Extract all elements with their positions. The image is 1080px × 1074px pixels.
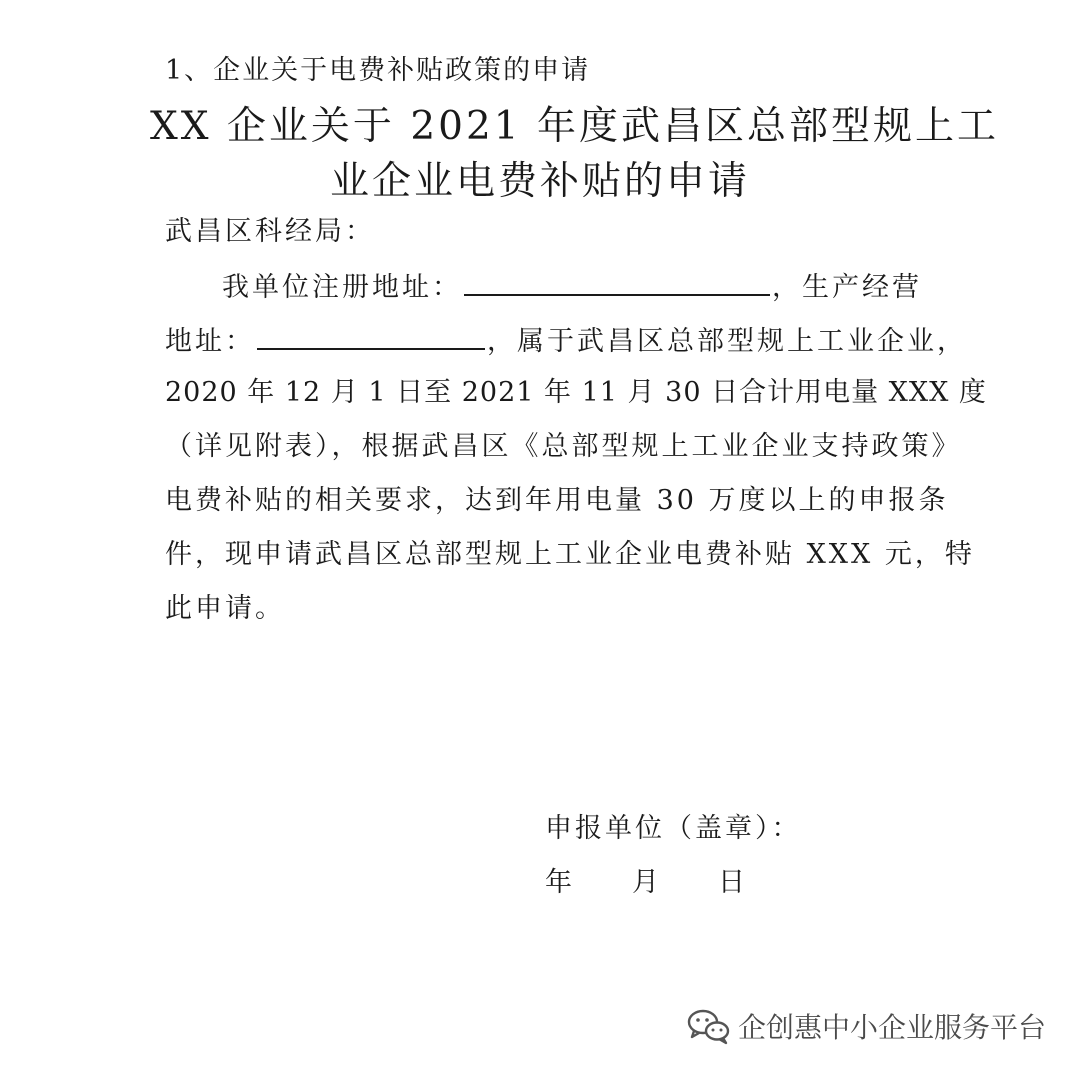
paragraph-line-2 [165,322,967,359]
paragraph-line-1-suffix: ，生产经营 [772,272,922,303]
wechat-watermark [686,1006,1046,1046]
watermark-text: 企创惠中小企业服务平台 [737,1011,1046,1044]
date-month-label: 月 [632,867,662,898]
paragraph-line-2-prefix: 地址： [165,326,255,357]
wechat-icon [686,1006,732,1046]
section-heading: 1、企业关于电费补贴政策的申请 [165,55,591,86]
paragraph-line-1-prefix: 我单位注册地址： [222,272,462,303]
paragraph-line-7: 此申请。 [165,593,285,624]
paragraph-line-4: （详见附表），根据武昌区《总部型规上工业企业支持政策》 [165,431,962,462]
document-title-line-1: XX 企业关于 2021 年度武昌区总部型规上工 [150,104,999,149]
document-title-line-2: 业企业电费补贴的申请 [329,159,750,204]
date-year-label: 年 [545,867,575,898]
addressee: 武昌区科经局： [165,216,375,247]
registered-address-blank [464,268,770,296]
paragraph-line-5: 电费补贴的相关要求，达到年用电量 30 万度以上的申报条 [165,485,949,516]
paragraph-line-1 [222,268,922,305]
paragraph-line-2-suffix: ，属于武昌区总部型规上工业企业， [487,326,967,357]
applicant-unit-label: 申报单位（盖章）： [545,813,802,844]
date-day-label: 日 [718,867,748,898]
paragraph-line-3: 2020 年 12 月 1 日至 2021 年 11 月 30 日合计用电量 XXX 度 [165,377,987,408]
paragraph-line-6: 件，现申请武昌区总部型规上工业企业电费补贴 XXX 元，特 [165,539,975,570]
operating-address-blank [257,322,485,350]
